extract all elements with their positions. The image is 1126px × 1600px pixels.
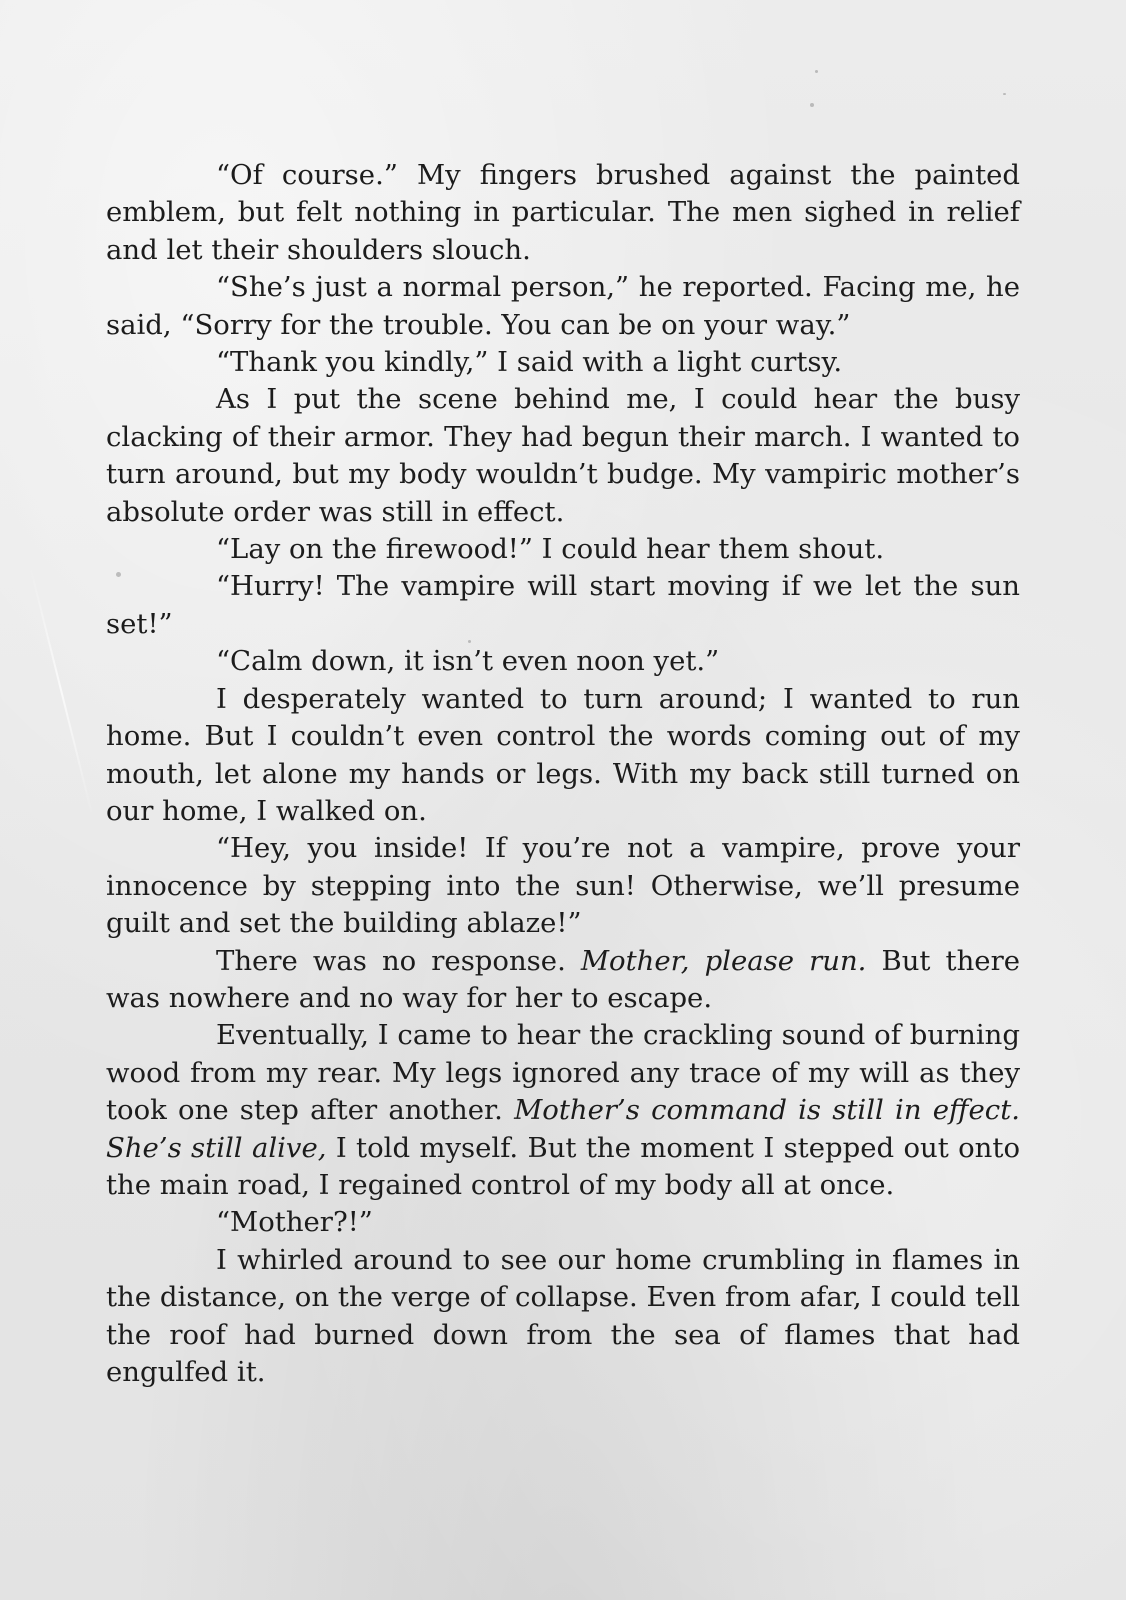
text-run: Eventually, I came to hear the crackling sound of burning wood from my rear. My legs ignored any trace of my will as they took one step after another. xyxy=(106,1019,1020,1127)
paragraph xyxy=(106,269,1020,344)
paragraph xyxy=(106,344,1020,381)
text-run: “Of course.” My fingers brushed against the painted emblem, but felt nothing in particular. The men sighed in relief and let their shoulders slouch. xyxy=(106,159,1020,266)
paragraph xyxy=(106,643,1020,680)
italic-thought: Mother’s command is still in effect. She’s still alive, xyxy=(106,1094,1020,1164)
text-run: I whirled around to see our home crumbling in flames in the distance, on the verge of collapse. Even from afar, I could tell the roof had burned down from the sea of flames that had engulfed it. xyxy=(106,1243,1020,1388)
paper-crease xyxy=(29,564,94,817)
paragraph xyxy=(106,531,1020,568)
paragraph xyxy=(106,1017,1020,1204)
italic-thought: Mother, please run. xyxy=(580,944,867,977)
text-run: “She’s just a normal person,” he reported. Facing me, he said, “Sorry for the trouble. You can be on your way.” xyxy=(106,271,1020,341)
paragraph xyxy=(106,681,1020,831)
paper-speck xyxy=(1003,93,1006,95)
text-run: “Hurry! The vampire will start moving if we let the sun set!” xyxy=(106,570,1020,640)
text-run: “Mother?!” xyxy=(216,1206,373,1239)
paper-speck xyxy=(815,70,818,73)
text-run: But there was nowhere and no way for her to escape. xyxy=(106,944,1020,1014)
paragraph xyxy=(106,381,1020,531)
text-run: “Lay on the firewood!” I could hear them shout. xyxy=(216,533,885,566)
text-run: I desperately wanted to turn around; I wanted to run home. But I couldn’t even control the words coming out of my mouth, let alone my hands or legs. With my back still turned on our home, I walked on. xyxy=(106,682,1020,827)
text-run: “Hey, you inside! If you’re not a vampire, prove your innocence by stepping into the sun! Otherwise, we’ll presume guilt and set the building ablaze!” xyxy=(106,832,1020,940)
paragraph xyxy=(106,1242,1020,1392)
text-run: I told myself. But the moment I stepped out onto the main road, I regained control of my body all at once. xyxy=(106,1131,1020,1201)
text-run: As I put the scene behind me, I could hear the busy clacking of their armor. They had begun their march. I wanted to turn around, but my body wouldn’t budge. My vampiric mother’s absolute order was still in effect. xyxy=(106,383,1020,528)
body-text xyxy=(106,157,1020,1391)
text-run: There was no response. xyxy=(216,944,581,977)
paragraph xyxy=(106,943,1020,1018)
paragraph xyxy=(106,1204,1020,1241)
text-run: “Thank you kindly,” I said with a light curtsy. xyxy=(216,346,843,379)
paragraph xyxy=(106,157,1020,269)
paragraph xyxy=(106,568,1020,643)
paragraph xyxy=(106,830,1020,942)
text-run: “Calm down, it isn’t even noon yet.” xyxy=(216,645,720,678)
paper-speck xyxy=(810,103,814,107)
